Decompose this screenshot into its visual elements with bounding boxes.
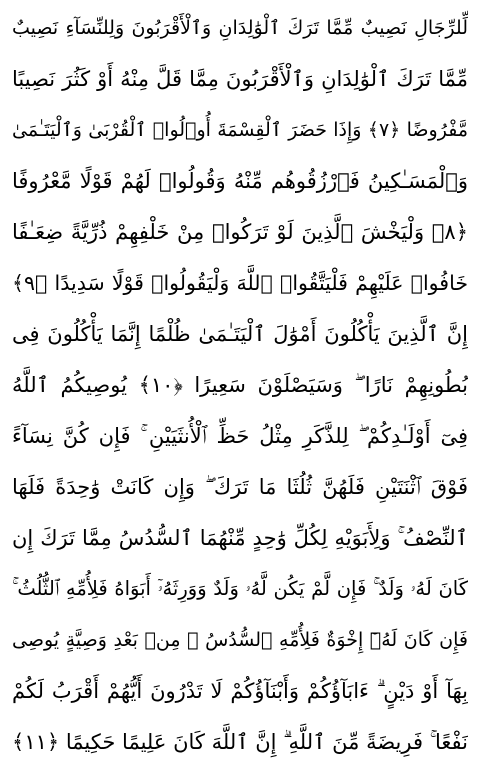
line-text: ٱلنِّصْفُ ۚ وَلِأَبَوَيْهِ لِكُلِّ وَٰحِدٍ مِّنْهُمَا ٱلسُّدُسُ مِمَّا تَرَكَ إِن bbox=[12, 525, 468, 550]
text-line-14 bbox=[12, 665, 468, 716]
line-text: خَافُوا۟ عَلَيْهِمْ فَلْيَتَّقُوا۟ ٱللَّهَ وَلْيَقُولُوا۟ قَوْلًا سَدِيدًا ﴿٩﴾ bbox=[12, 270, 468, 295]
text-line-1 bbox=[12, 2, 468, 53]
text-line-12 bbox=[12, 563, 468, 614]
text-line-3 bbox=[12, 104, 468, 155]
line-text: بِهَآ أَوْ دَيْنٍ ۗ ءَابَآؤُكُمْ وَأَبْنَآؤُكُمْ لَا تَدْرُونَ أَيُّهُمْ أَقْرَبُ لَكُمْ bbox=[12, 678, 468, 703]
line-text: فَإِن كَانَ لَهُۥٓ إِخْوَةٌ فَلِأُمِّهِ ٱلسُّدُسُ ۚ مِنۢ بَعْدِ وَصِيَّةٍ يُوصِى bbox=[12, 628, 468, 651]
line-text: ﴿٨﴾ وَلْيَخْشَ ٱلَّذِينَ لَوْ تَرَكُوا۟ مِنْ خَلْفِهِمْ ذُرِّيَّةً ضِعَـٰفًا bbox=[12, 219, 468, 244]
text-line-6 bbox=[12, 257, 468, 308]
text-line-9 bbox=[12, 410, 468, 461]
line-text: وَٱلْمَسَـٰكِينُ فَٱرْزُقُوهُم مِّنْهُ وَقُولُوا۟ لَهُمْ قَوْلًا مَّعْرُوفًا bbox=[12, 168, 468, 193]
text-line-11 bbox=[12, 512, 468, 563]
text-line-13 bbox=[12, 614, 468, 665]
verse-text-block bbox=[12, 2, 468, 768]
line-text: بُطُونِهِمْ نَارًا ۖ وَسَيَصْلَوْنَ سَعِيرًا ﴿١٠﴾ يُوصِيكُمُ ٱللَّهُ bbox=[12, 372, 468, 397]
text-line-10 bbox=[12, 461, 468, 512]
text-line-15 bbox=[12, 716, 468, 767]
line-text: كَانَ لَهُۥ وَلَدٌ ۚ فَإِن لَّمْ يَكُن لَّهُۥ وَلَدٌ وَوَرِثَهُۥٓ أَبَوَاهُ فَلِأُمِّهِ ٱلثُّلُثُ ۚ bbox=[12, 576, 468, 600]
text-line-7 bbox=[12, 308, 468, 359]
line-text: إِنَّ ٱلَّذِينَ يَأْكُلُونَ أَمْوَٰلَ ٱلْيَتَـٰمَىٰ ظُلْمًا إِنَّمَا يَأْكُلُونَ فِى bbox=[12, 321, 468, 346]
line-text: لِّلرِّجَالِ نَصِيبٌ مِّمَّا تَرَكَ ٱلْوَٰلِدَانِ وَٱلْأَقْرَبُونَ وَلِلنِّسَآءِ نَصِيبٌ bbox=[12, 16, 468, 39]
text-line-8 bbox=[12, 359, 468, 410]
text-line-4 bbox=[12, 155, 468, 206]
line-text: فِىٓ أَوْلَـٰدِكُمْ ۖ لِلذَّكَرِ مِثْلُ حَظِّ ٱلْأُنثَيَيْنِ ۚ فَإِن كُنَّ نِسَآءً bbox=[12, 423, 468, 448]
line-text: مِّمَّا تَرَكَ ٱلْوَٰلِدَانِ وَٱلْأَقْرَبُونَ مِمَّا قَلَّ مِنْهُ أَوْ كَثُرَ نَصِيبًا bbox=[12, 66, 468, 91]
line-text: نَفْعًا ۚ فَرِيضَةً مِّنَ ٱللَّهِ ۗ إِنَّ ٱللَّهَ كَانَ عَلِيمًا حَكِيمًا ﴿١١﴾ bbox=[12, 729, 468, 754]
line-text: فَوْقَ ٱثْنَتَيْنِ فَلَهُنَّ ثُلُثَا مَا تَرَكَ ۖ وَإِن كَانَتْ وَٰحِدَةً فَلَهَا bbox=[12, 474, 468, 499]
text-line-2 bbox=[12, 53, 468, 104]
line-text: مَّفْرُوضًا ﴿٧﴾ وَإِذَا حَضَرَ ٱلْقِسْمَةَ أُو۟لُوا۟ ٱلْقُرْبَىٰ وَٱلْيَتَـٰمَىٰ bbox=[12, 118, 468, 141]
text-line-5 bbox=[12, 206, 468, 257]
